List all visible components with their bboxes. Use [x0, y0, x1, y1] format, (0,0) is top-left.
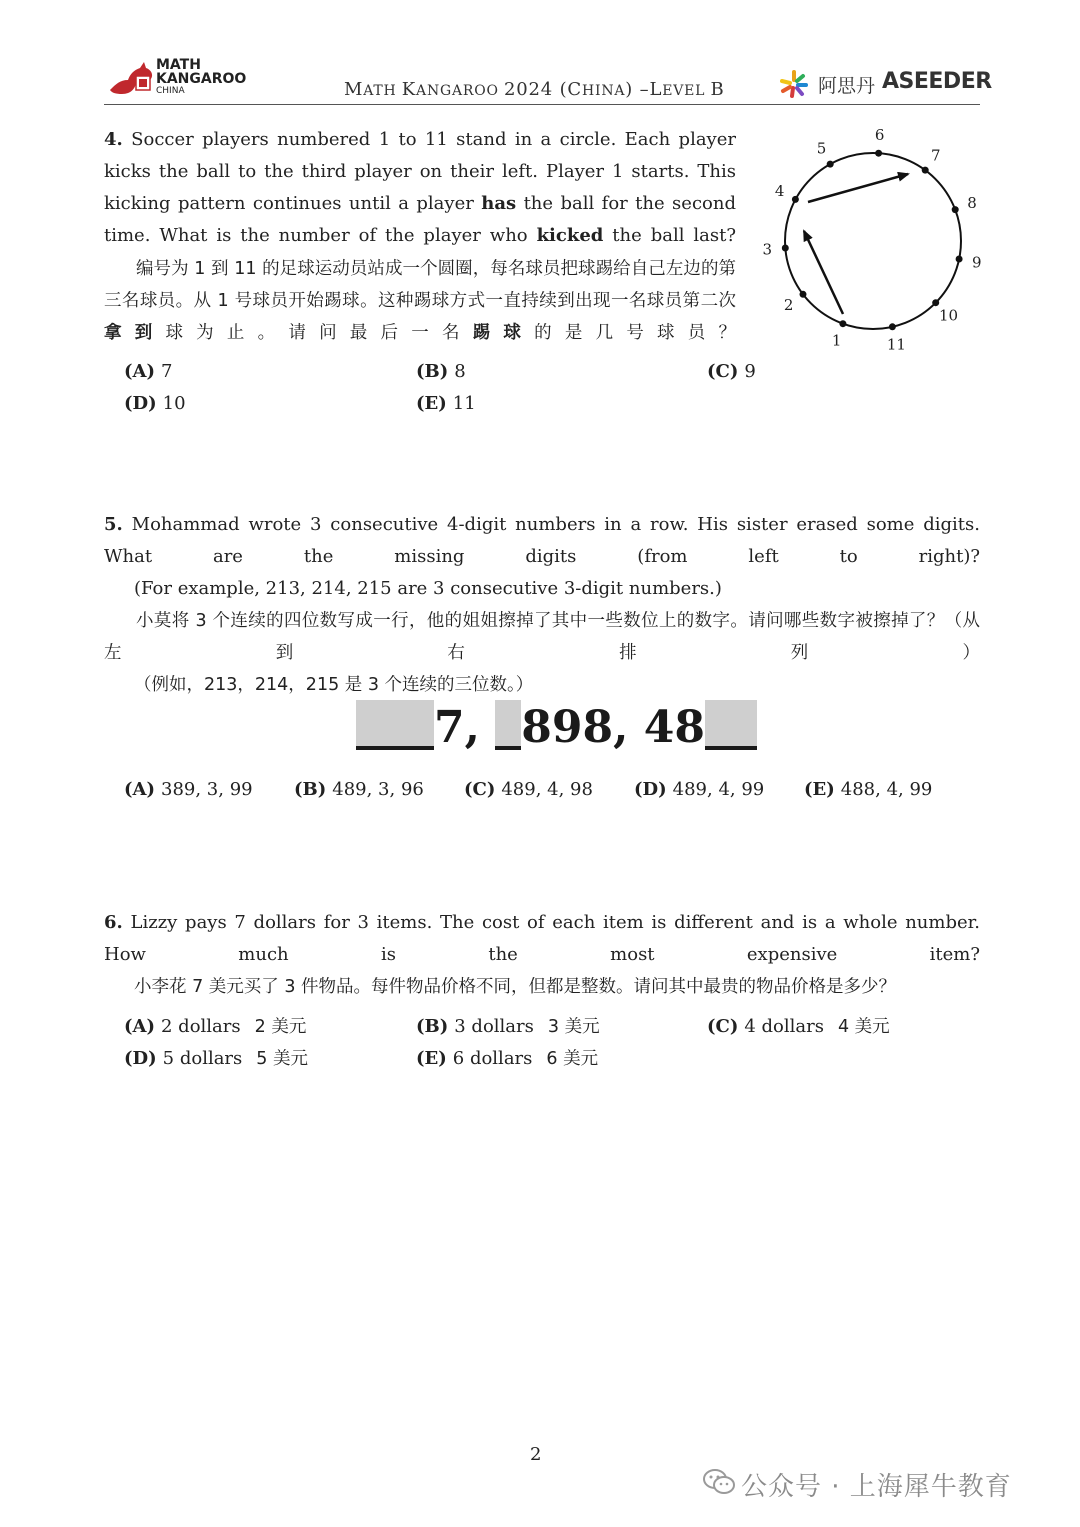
q6-option-d[interactable]: (D) 5 dollars 5 美元	[124, 1048, 308, 1069]
player-dot	[932, 299, 939, 306]
q4-option-c[interactable]: (C) 9	[707, 361, 756, 382]
player-label: 10	[938, 306, 959, 325]
q4-english-text: 4. Soccer players numbered 1 to 11 stand in a circle. Each player kicks the ball to the third player on their left. Player 1 starts. This kicking pattern continues until a player has the ball for the second time. What is the number of the player who kicked the ball last?	[104, 129, 736, 246]
player-dot	[952, 206, 959, 213]
q6-number: 6.	[104, 912, 123, 933]
q4-number: 4.	[104, 129, 123, 150]
player-label: 6	[874, 126, 885, 145]
player-label: 9	[972, 253, 982, 272]
player-dot	[889, 323, 896, 330]
q5-option-d[interactable]: (D) 489, 4, 99	[634, 779, 765, 800]
q5-option-a[interactable]: (A) 389, 3, 99	[124, 779, 253, 800]
q4-option-e[interactable]: (E) 11	[416, 393, 476, 414]
q5-option-e[interactable]: (E) 488, 4, 99	[804, 779, 933, 800]
aseeder-logo	[778, 68, 992, 102]
q5-option-b[interactable]: (B) 489, 3, 96	[294, 779, 424, 800]
q5-digit-puzzle: 7, 898, 48	[356, 700, 757, 756]
q5-english-example: (For example, 213, 214, 215 are 3 consecutive 3-digit numbers.)	[134, 578, 722, 599]
q5-chinese-text: 小莫将 3 个连续的四位数写成一行，他的姐姐擦掉了其中一些数位上的数字。请问哪些数字被擦掉了？（从左到右排列）	[104, 611, 980, 663]
page-header-title: MATH KANGAROO 2024 (CHINA) –LEVEL B	[344, 79, 725, 100]
erased-digit-blank	[356, 700, 382, 750]
math-kangaroo-logo	[106, 58, 246, 100]
q6-chinese-text: 小李花 7 美元买了 3 件物品。每件物品价格不同，但都是整数。请问其中最贵的物品价格是多少？	[134, 977, 897, 997]
player-label: 1	[831, 331, 842, 350]
q6-option-c[interactable]: (C) 4 dollars 4 美元	[707, 1016, 890, 1037]
logo-line-china: CHINA	[156, 86, 185, 96]
watermark-text: 公众号 · 上海犀牛教育	[741, 1472, 1012, 1502]
q6-english-text: 6. Lizzy pays 7 dollars for 3 items. The cost of each item is different and is a whole number. How much is the most expensive item?	[104, 912, 980, 965]
player-dot	[792, 196, 799, 203]
q4-option-b[interactable]: (B) 8	[416, 361, 466, 382]
kangaroo-icon	[106, 60, 158, 98]
kick-arrow-4-to-7	[808, 174, 908, 202]
q5-english-text: 5. Mohammad wrote 3 consecutive 4-digit numbers in a row. His sister erased some digits. What are the missing digits (from left to right)?	[104, 514, 980, 567]
player-dot	[875, 150, 882, 157]
player-label: 2	[783, 296, 794, 315]
player-label: 4	[774, 181, 785, 200]
player-dot	[922, 167, 929, 174]
player-dot	[827, 161, 834, 168]
player-label: 3	[762, 240, 773, 259]
erased-digit-blank	[495, 700, 521, 750]
erased-digit-blank	[731, 700, 757, 750]
q4-chinese-text: 编号为 1 到 11 的足球运动员站成一个圆圈，每名球员把球踢给自己左边的第三名球员。从 1 号球员开始踢球。这种踢球方式一直持续到出现一名球员第二次拿到球为止。请问最后一名踢球的是几号球员？	[104, 259, 737, 343]
player-dot	[782, 245, 789, 252]
player-dot	[800, 291, 807, 298]
player-label: 5	[816, 139, 827, 158]
q4-option-a[interactable]: (A) 7	[124, 361, 173, 382]
erased-digit-blank	[705, 700, 731, 750]
q6-option-a[interactable]: (A) 2 dollars 2 美元	[124, 1016, 307, 1037]
q6-option-e[interactable]: (E) 6 dollars 6 美元	[416, 1048, 599, 1069]
q6-option-b[interactable]: (B) 3 dollars 3 美元	[416, 1016, 600, 1037]
q4-circle-diagram	[756, 124, 986, 354]
q5-chinese-example: （例如，213，214，215 是 3 个连续的三位数。）	[134, 675, 534, 695]
player-label: 11	[886, 335, 906, 354]
q4-option-d[interactable]: (D) 10	[124, 393, 186, 414]
aseeder-logo-en: ASEEDER	[882, 69, 992, 94]
aseeder-logo-cn: 阿思丹	[818, 75, 876, 97]
player-label: 7	[931, 146, 941, 165]
player-dot	[839, 320, 846, 327]
wechat-icon	[703, 1468, 735, 1496]
q5-number: 5.	[104, 514, 123, 535]
player-label: 8	[967, 194, 977, 213]
player-dot	[956, 256, 963, 263]
erased-digit-blank	[382, 700, 408, 750]
page-number: 2	[530, 1444, 542, 1465]
q5-option-c[interactable]: (C) 489, 4, 98	[464, 779, 593, 800]
erased-digit-blank	[408, 700, 434, 750]
header-divider	[104, 104, 980, 105]
logo-line-kangaroo: KANGAROO	[156, 71, 247, 87]
aseeder-star-icon	[778, 68, 810, 100]
logo-line-math: MATH	[156, 57, 201, 73]
